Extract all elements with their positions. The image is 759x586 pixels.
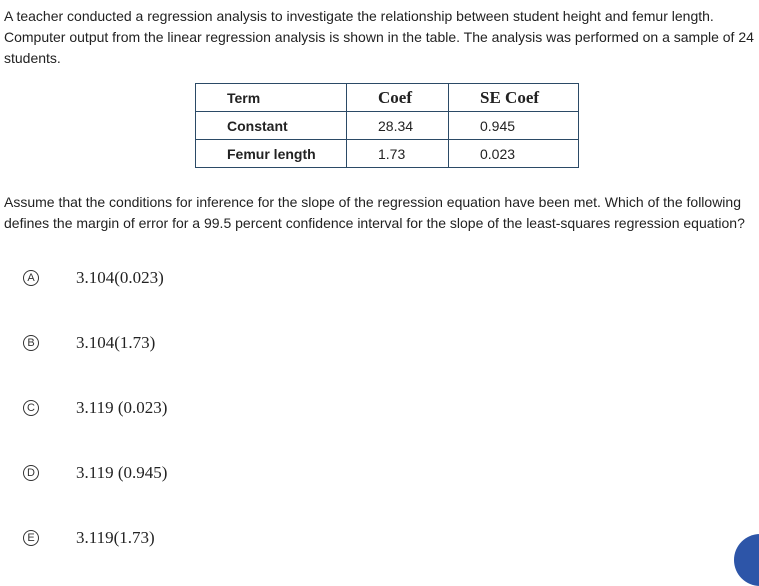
se-coef-femur-length: 0.023 (449, 140, 579, 168)
answer-choice-a[interactable] (23, 266, 164, 290)
table-row (196, 112, 579, 140)
answer-choice-b[interactable] (23, 331, 155, 355)
choice-text[interactable]: 3.119 (0.945) (76, 463, 168, 482)
regression-output-table (195, 83, 579, 168)
header-term: Term (196, 84, 347, 112)
choice-text[interactable]: 3.119(1.73) (76, 528, 155, 547)
term-constant: Constant (196, 112, 347, 140)
help-button-icon[interactable] (734, 534, 759, 586)
answer-choice-e[interactable] (23, 526, 155, 550)
coef-femur-length: 1.73 (347, 140, 449, 168)
se-coef-constant: 0.945 (449, 112, 579, 140)
choice-text[interactable]: 3.104(1.73) (76, 333, 156, 352)
answer-choice-c[interactable] (23, 396, 167, 420)
choice-letter-bubble[interactable]: E (23, 530, 39, 546)
choice-letter-bubble[interactable]: D (23, 465, 39, 481)
header-se-coef: SE Coef (449, 84, 579, 112)
header-coef: Coef (347, 84, 449, 112)
question-prompt: Assume that the conditions for inference for the slope of the regression equation have been met. Which of the following defines the margin of error for a 99.5 percent confidence interval for the slope of the least-squares regression equation? (4, 194, 745, 231)
choice-letter-bubble[interactable]: B (23, 335, 39, 351)
choice-letter-bubble[interactable]: C (23, 400, 39, 416)
choice-letter-bubble[interactable]: A (23, 270, 39, 286)
question-stem: A teacher conducted a regression analysis to investigate the relationship between student height and femur length. Computer output from the linear regression analysis is shown in the table. The analysis was performed on a sample of 24 students. (4, 8, 754, 66)
choice-text[interactable]: 3.119 (0.023) (76, 398, 168, 417)
choice-text[interactable]: 3.104(0.023) (76, 268, 164, 287)
table-row (196, 140, 579, 168)
term-femur-length: Femur length (196, 140, 347, 168)
answer-choice-d[interactable] (23, 461, 167, 485)
table-header-row (196, 84, 579, 112)
coef-constant: 28.34 (347, 112, 449, 140)
